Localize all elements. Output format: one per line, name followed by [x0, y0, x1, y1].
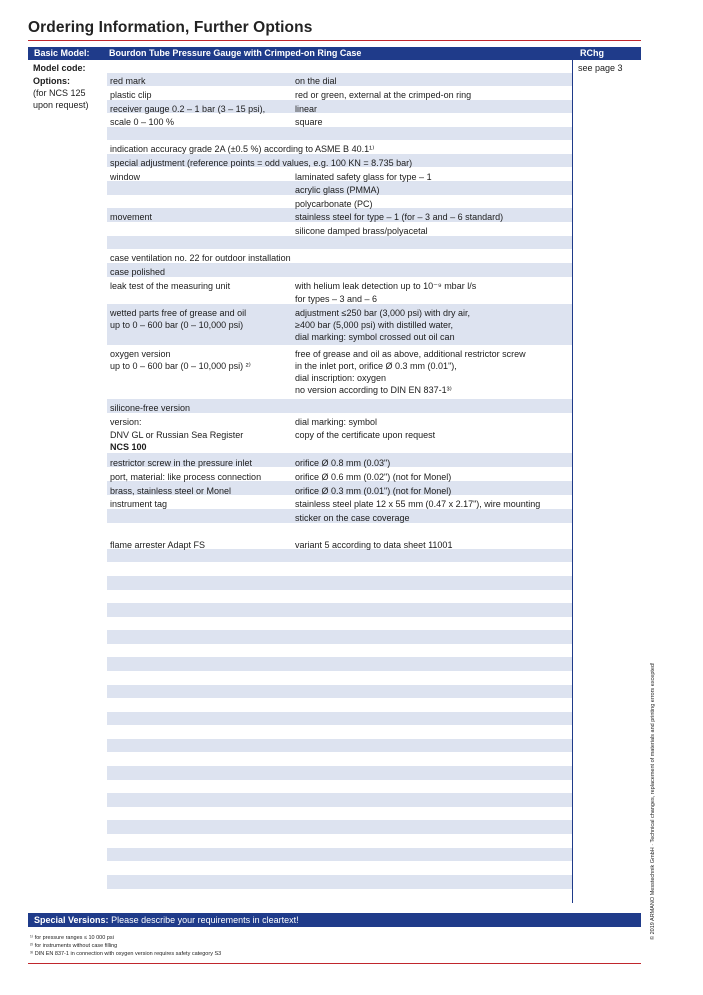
table-row-band [107, 576, 572, 590]
option-value: linear [295, 104, 318, 114]
table-row-band [107, 848, 572, 861]
table-row-band [107, 875, 572, 889]
option-label: version: [110, 417, 142, 427]
option-label: case polished [110, 267, 166, 277]
options-note-2: upon request) [33, 100, 89, 110]
option-value: for types – 3 and – 6 [295, 294, 378, 304]
option-value: stainless steel for type – 1 (for – 3 and – 6 standard) [295, 212, 504, 222]
copyright-note: © 2019 ARMANO Messtechnik GmbH · Technical changes, replacement of materials and printing errors excepted! [650, 662, 656, 940]
footnote: ¹⁾ for pressure ranges ≤ 10 000 psi [30, 935, 114, 941]
table-row-band [107, 793, 572, 807]
option-value: dial inscription: oxygen [295, 373, 387, 383]
special-versions-bar [28, 913, 641, 927]
option-label: wetted parts free of grease and oil [110, 308, 247, 318]
option-value: orifice Ø 0.8 mm (0.03") [295, 458, 391, 468]
basic-model-header [28, 47, 641, 60]
special-versions-label: Special Versions: [34, 915, 109, 925]
footnote: ²⁾ for instruments without case filling [30, 943, 118, 949]
basic-model-label: Basic Model: [34, 48, 90, 58]
table-row-band [107, 685, 572, 698]
option-value: with helium leak detection up to 10⁻⁹ mbar l/s [295, 281, 477, 291]
table-row-band [107, 712, 572, 725]
option-label: red mark [110, 76, 146, 86]
footnote: ³⁾ DIN EN 837-1 in connection with oxygen version requires safety category S3 [30, 951, 222, 957]
option-value: red or green, external at the crimped-on ring [295, 90, 472, 100]
option-label: port, material: like process connection [110, 472, 262, 482]
option-label: special adjustment (reference points = odd values, e.g. 100 KN = 8.735 bar) [110, 158, 413, 168]
option-label: receiver gauge 0.2 – 1 bar (3 – 15 psi), [110, 104, 266, 114]
option-value: dial marking: symbol crossed out oil can [295, 332, 455, 342]
option-value: ≥400 bar (5,000 psi) with distilled water, [295, 320, 454, 330]
option-value: in the inlet port, orifice Ø 0.3 mm (0.01"), [295, 361, 457, 371]
option-label: silicone-free version [110, 403, 191, 413]
table-row-band [107, 820, 572, 834]
option-label: up to 0 – 600 bar (0 – 10,000 psi) [110, 320, 244, 330]
basic-model-value: Bourdon Tube Pressure Gauge with Crimped-on Ring Case [109, 48, 362, 58]
table-row-band [107, 127, 572, 140]
table-row-band [107, 739, 572, 752]
table-row-band [107, 630, 572, 644]
table-row-band [107, 603, 572, 617]
table-row-band [107, 766, 572, 780]
option-label: restrictor screw in the pressure inlet [110, 458, 253, 468]
option-label: indication accuracy grade 2A (±0.5 %) according to ASME B 40.1¹⁾ [110, 144, 375, 154]
option-label: flame arrester Adapt FS [110, 540, 206, 550]
option-value: laminated safety glass for type – 1 [295, 172, 432, 182]
option-value: silicone damped brass/polyacetal [295, 226, 428, 236]
rchg-label: RChg [580, 48, 604, 58]
option-value: orifice Ø 0.6 mm (0.02") (not for Monel) [295, 472, 452, 482]
option-label: brass, stainless steel or Monel [110, 486, 232, 496]
option-label: instrument tag [110, 499, 168, 509]
option-value: acrylic glass (PMMA) [295, 185, 380, 195]
option-label: oxygen version [110, 349, 171, 359]
option-label: leak test of the measuring unit [110, 281, 231, 291]
option-label: NCS 100 [110, 442, 147, 452]
rchg-see-page: see page 3 [578, 63, 623, 73]
special-versions-text: Please describe your requirements in cleartext! [111, 915, 299, 925]
option-label: up to 0 – 600 bar (0 – 10,000 psi) ²⁾ [110, 361, 251, 371]
page-title: Ordering Information, Further Options [28, 19, 313, 36]
table-row-band [107, 657, 572, 671]
options-note-1: (for NCS 125 [33, 88, 86, 98]
option-value: free of grease and oil as above, additional restrictor screw [295, 349, 526, 359]
model-code-label: Model code: [33, 63, 86, 73]
option-label: case ventilation no. 22 for outdoor installation [110, 253, 291, 263]
option-value: dial marking: symbol [295, 417, 378, 427]
option-label: window [110, 172, 141, 182]
option-value: variant 5 according to data sheet 11001 [295, 540, 453, 550]
option-value: adjustment ≤250 bar (3,000 psi) with dry air, [295, 308, 471, 318]
table-row-band [107, 236, 572, 249]
option-label: plastic clip [110, 90, 152, 100]
option-label: movement [110, 212, 153, 222]
option-value: copy of the certificate upon request [295, 430, 436, 440]
option-value: orifice Ø 0.3 mm (0.01") (not for Monel) [295, 486, 452, 496]
options-label: Options: [33, 76, 70, 86]
option-value: stainless steel plate 12 x 55 mm (0.47 x 2.17"), wire mounting [295, 499, 541, 509]
option-value: no version according to DIN EN 837-1³⁾ [295, 385, 452, 395]
option-value: polycarbonate (PC) [295, 199, 373, 209]
rchg-column-border [572, 60, 573, 903]
top-divider [28, 40, 641, 41]
option-value: square [295, 117, 323, 127]
option-label: DNV GL or Russian Sea Register [110, 430, 244, 440]
table-row-band [107, 263, 572, 277]
option-label: scale 0 – 100 % [110, 117, 175, 127]
option-value: sticker on the case coverage [295, 513, 410, 523]
table-row-band [107, 73, 572, 86]
bottom-divider [28, 963, 641, 964]
option-value: on the dial [295, 76, 337, 86]
